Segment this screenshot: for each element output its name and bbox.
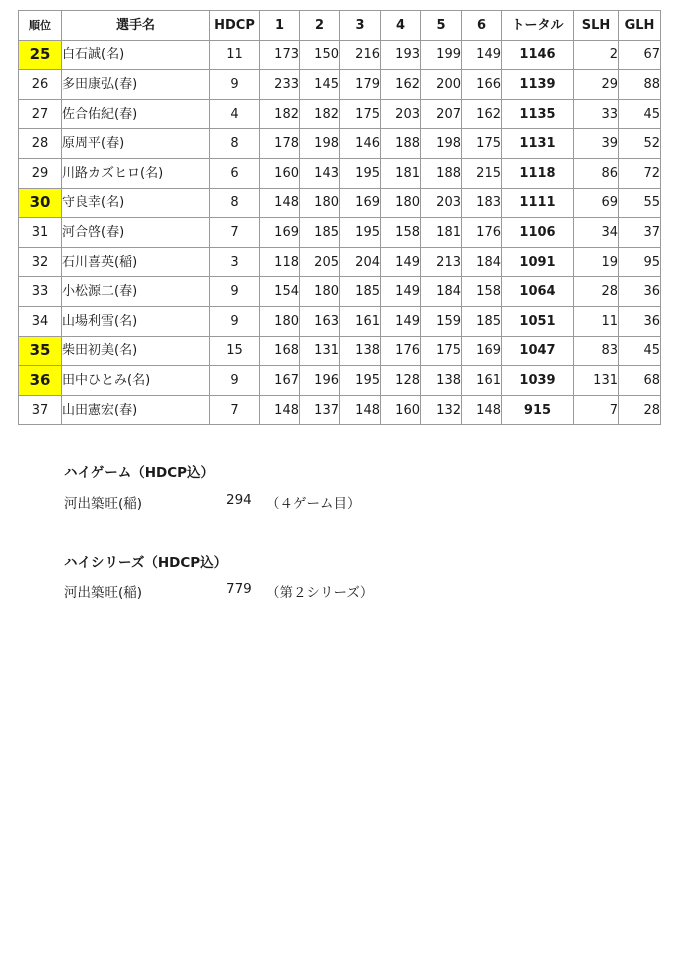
- slh-cell: 28: [574, 277, 619, 307]
- game-score-cell: 180: [300, 277, 340, 307]
- game-score-cell: 182: [260, 99, 300, 129]
- slh-cell: 2: [574, 40, 619, 70]
- game-score-cell: 193: [381, 40, 421, 70]
- game-score-cell: 185: [462, 306, 502, 336]
- slh-cell: 86: [574, 158, 619, 188]
- game-score-cell: 149: [462, 40, 502, 70]
- hdcp-cell: 9: [210, 70, 260, 100]
- slh-cell: 69: [574, 188, 619, 218]
- table-row: [19, 336, 661, 366]
- player-name-cell: 白石誠(名): [62, 40, 210, 70]
- hdcp-cell: 8: [210, 129, 260, 159]
- game-score-cell: 180: [260, 306, 300, 336]
- table-row: [19, 40, 661, 70]
- total-cell: 1146: [502, 40, 574, 70]
- player-name-cell: 河合啓(春): [62, 218, 210, 248]
- rank-cell: 34: [19, 306, 62, 336]
- game-score-cell: 148: [340, 395, 381, 425]
- game-score-cell: 158: [381, 218, 421, 248]
- game-score-cell: 149: [381, 247, 421, 277]
- table-row: [19, 99, 661, 129]
- header-hdcp: HDCP: [210, 11, 260, 41]
- slh-cell: 39: [574, 129, 619, 159]
- player-name-cell: 石川喜英(稲): [62, 247, 210, 277]
- game-score-cell: 148: [462, 395, 502, 425]
- table-row: [19, 277, 661, 307]
- rank-cell: 37: [19, 395, 62, 425]
- header-row: [19, 11, 661, 41]
- table-row: [19, 306, 661, 336]
- game-score-cell: 203: [381, 99, 421, 129]
- game-score-cell: 131: [300, 336, 340, 366]
- total-cell: 1111: [502, 188, 574, 218]
- high-series-player: 河出築旺(稲): [64, 585, 143, 601]
- table-row: [19, 70, 661, 100]
- header-slh: SLH: [574, 11, 619, 41]
- player-name-cell: 川路カズヒロ(名): [62, 158, 210, 188]
- player-name-cell: 柴田初美(名): [62, 336, 210, 366]
- game-score-cell: 185: [340, 277, 381, 307]
- rank-cell: 31: [19, 218, 62, 248]
- game-score-cell: 162: [381, 70, 421, 100]
- header-player-name: 選手名: [62, 11, 210, 41]
- game-score-cell: 184: [462, 247, 502, 277]
- game-score-cell: 169: [260, 218, 300, 248]
- game-score-cell: 158: [462, 277, 502, 307]
- slh-cell: 131: [574, 366, 619, 396]
- game-score-cell: 213: [421, 247, 462, 277]
- player-name-cell: 小松源二(春): [62, 277, 210, 307]
- player-name-cell: 多田康弘(春): [62, 70, 210, 100]
- total-cell: 1139: [502, 70, 574, 100]
- total-cell: 1051: [502, 306, 574, 336]
- high-game-note: （４ゲーム目）: [266, 496, 361, 512]
- total-cell: 1106: [502, 218, 574, 248]
- player-name-cell: 佐合佑紀(春): [62, 99, 210, 129]
- game-score-cell: 175: [421, 336, 462, 366]
- game-score-cell: 183: [462, 188, 502, 218]
- hdcp-cell: 11: [210, 40, 260, 70]
- player-name-cell: 田中ひとみ(名): [62, 366, 210, 396]
- game-score-cell: 196: [300, 366, 340, 396]
- glh-cell: 37: [619, 218, 661, 248]
- hdcp-cell: 9: [210, 366, 260, 396]
- game-score-cell: 205: [300, 247, 340, 277]
- rank-cell: 35: [19, 336, 62, 366]
- game-score-cell: 184: [421, 277, 462, 307]
- game-score-cell: 154: [260, 277, 300, 307]
- table-row: [19, 158, 661, 188]
- hdcp-cell: 8: [210, 188, 260, 218]
- game-score-cell: 178: [260, 129, 300, 159]
- game-score-cell: 128: [381, 366, 421, 396]
- game-score-cell: 176: [381, 336, 421, 366]
- game-score-cell: 146: [340, 129, 381, 159]
- player-name-cell: 山田憲宏(春): [62, 395, 210, 425]
- game-score-cell: 200: [421, 70, 462, 100]
- game-score-cell: 163: [300, 306, 340, 336]
- game-score-cell: 166: [462, 70, 502, 100]
- glh-cell: 45: [619, 336, 661, 366]
- total-cell: 915: [502, 395, 574, 425]
- game-score-cell: 180: [300, 188, 340, 218]
- rank-cell: 29: [19, 158, 62, 188]
- header-game-3: 3: [340, 11, 381, 41]
- game-score-cell: 195: [340, 218, 381, 248]
- game-score-cell: 195: [340, 158, 381, 188]
- game-score-cell: 150: [300, 40, 340, 70]
- game-score-cell: 159: [421, 306, 462, 336]
- glh-cell: 68: [619, 366, 661, 396]
- glh-cell: 88: [619, 70, 661, 100]
- game-score-cell: 179: [340, 70, 381, 100]
- slh-cell: 29: [574, 70, 619, 100]
- hdcp-cell: 9: [210, 277, 260, 307]
- header-glh: GLH: [619, 11, 661, 41]
- glh-cell: 72: [619, 158, 661, 188]
- rank-cell: 36: [19, 366, 62, 396]
- high-game-player: 河出築旺(稲): [64, 496, 143, 512]
- game-score-cell: 173: [260, 40, 300, 70]
- game-score-cell: 176: [462, 218, 502, 248]
- rank-cell: 27: [19, 99, 62, 129]
- header-rank: 順位: [19, 11, 62, 41]
- game-score-cell: 185: [300, 218, 340, 248]
- glh-cell: 36: [619, 306, 661, 336]
- game-score-cell: 199: [421, 40, 462, 70]
- game-score-cell: 169: [340, 188, 381, 218]
- rank-cell: 30: [19, 188, 62, 218]
- game-score-cell: 181: [421, 218, 462, 248]
- game-score-cell: 175: [340, 99, 381, 129]
- rank-cell: 25: [19, 40, 62, 70]
- table-row: [19, 218, 661, 248]
- table-row: [19, 247, 661, 277]
- game-score-cell: 215: [462, 158, 502, 188]
- game-score-cell: 216: [340, 40, 381, 70]
- player-name-cell: 守良幸(名): [62, 188, 210, 218]
- glh-cell: 67: [619, 40, 661, 70]
- table-row: [19, 366, 661, 396]
- header-game-2: 2: [300, 11, 340, 41]
- glh-cell: 95: [619, 247, 661, 277]
- glh-cell: 45: [619, 99, 661, 129]
- high-series-note: （第２シリーズ）: [266, 585, 374, 601]
- game-score-cell: 233: [260, 70, 300, 100]
- game-score-cell: 161: [462, 366, 502, 396]
- player-name-cell: 山場利雪(名): [62, 306, 210, 336]
- game-score-cell: 137: [300, 395, 340, 425]
- game-score-cell: 169: [462, 336, 502, 366]
- header-game-5: 5: [421, 11, 462, 41]
- slh-cell: 7: [574, 395, 619, 425]
- total-cell: 1064: [502, 277, 574, 307]
- total-cell: 1039: [502, 366, 574, 396]
- rank-cell: 26: [19, 70, 62, 100]
- hdcp-cell: 4: [210, 99, 260, 129]
- game-score-cell: 175: [462, 129, 502, 159]
- header-game-6: 6: [462, 11, 502, 41]
- header-game-4: 4: [381, 11, 421, 41]
- slh-cell: 11: [574, 306, 619, 336]
- game-score-cell: 148: [260, 188, 300, 218]
- game-score-cell: 149: [381, 306, 421, 336]
- header-total: トータル: [502, 11, 574, 41]
- game-score-cell: 195: [340, 366, 381, 396]
- game-score-cell: 204: [340, 247, 381, 277]
- game-score-cell: 145: [300, 70, 340, 100]
- game-score-cell: 198: [300, 129, 340, 159]
- hdcp-cell: 7: [210, 218, 260, 248]
- slh-cell: 83: [574, 336, 619, 366]
- game-score-cell: 160: [381, 395, 421, 425]
- game-score-cell: 203: [421, 188, 462, 218]
- game-score-cell: 143: [300, 158, 340, 188]
- game-score-cell: 149: [381, 277, 421, 307]
- high-series-score: 779: [226, 581, 252, 597]
- player-name-cell: 原周平(春): [62, 129, 210, 159]
- total-cell: 1135: [502, 99, 574, 129]
- glh-cell: 36: [619, 277, 661, 307]
- game-score-cell: 198: [421, 129, 462, 159]
- high-game-score: 294: [226, 492, 252, 508]
- rank-cell: 32: [19, 247, 62, 277]
- game-score-cell: 167: [260, 366, 300, 396]
- game-score-cell: 118: [260, 247, 300, 277]
- glh-cell: 55: [619, 188, 661, 218]
- game-score-cell: 138: [340, 336, 381, 366]
- slh-cell: 33: [574, 99, 619, 129]
- game-score-cell: 148: [260, 395, 300, 425]
- hdcp-cell: 3: [210, 247, 260, 277]
- total-cell: 1131: [502, 129, 574, 159]
- table-row: [19, 395, 661, 425]
- total-cell: 1118: [502, 158, 574, 188]
- glh-cell: 28: [619, 395, 661, 425]
- game-score-cell: 168: [260, 336, 300, 366]
- high-game-title: ハイゲーム（HDCP込）: [64, 465, 215, 481]
- header-game-1: 1: [260, 11, 300, 41]
- table-row: [19, 188, 661, 218]
- game-score-cell: 132: [421, 395, 462, 425]
- game-score-cell: 138: [421, 366, 462, 396]
- total-cell: 1047: [502, 336, 574, 366]
- slh-cell: 34: [574, 218, 619, 248]
- game-score-cell: 207: [421, 99, 462, 129]
- glh-cell: 52: [619, 129, 661, 159]
- rank-cell: 33: [19, 277, 62, 307]
- game-score-cell: 188: [421, 158, 462, 188]
- game-score-cell: 161: [340, 306, 381, 336]
- game-score-cell: 180: [381, 188, 421, 218]
- game-score-cell: 160: [260, 158, 300, 188]
- hdcp-cell: 15: [210, 336, 260, 366]
- slh-cell: 19: [574, 247, 619, 277]
- results-table: [18, 10, 661, 425]
- high-series-title: ハイシリーズ（HDCP込）: [64, 555, 228, 571]
- hdcp-cell: 9: [210, 306, 260, 336]
- game-score-cell: 162: [462, 99, 502, 129]
- hdcp-cell: 6: [210, 158, 260, 188]
- rank-cell: 28: [19, 129, 62, 159]
- game-score-cell: 188: [381, 129, 421, 159]
- total-cell: 1091: [502, 247, 574, 277]
- hdcp-cell: 7: [210, 395, 260, 425]
- game-score-cell: 182: [300, 99, 340, 129]
- table-row: [19, 129, 661, 159]
- game-score-cell: 181: [381, 158, 421, 188]
